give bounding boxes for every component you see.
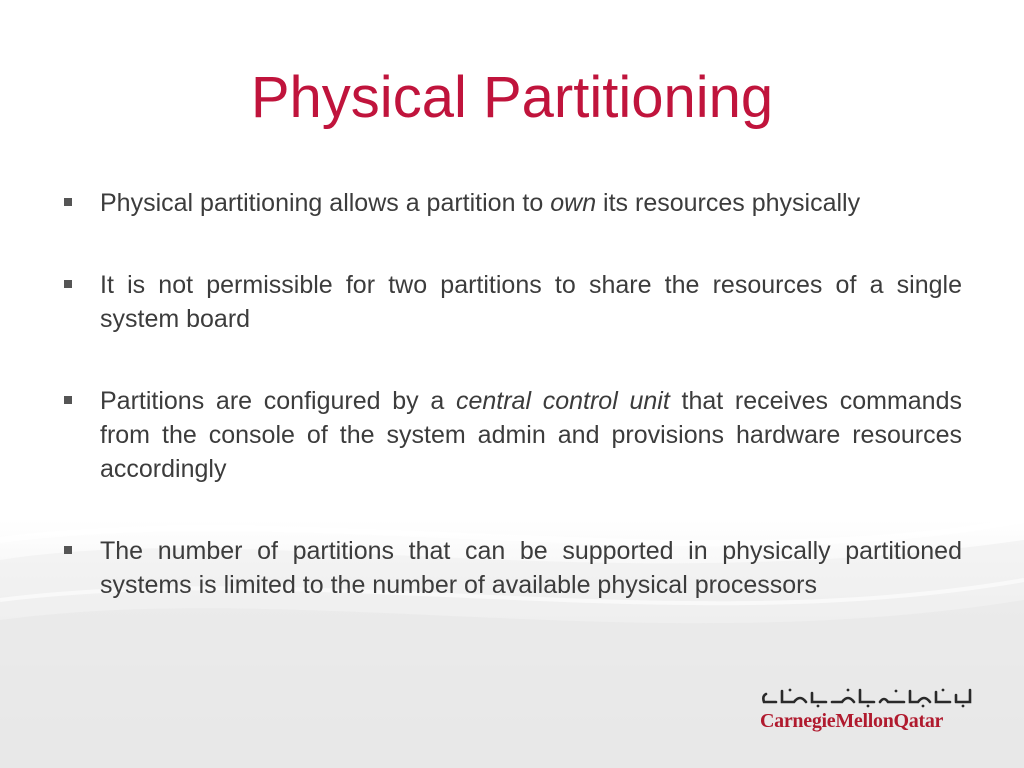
- bullet-text: that receives commands from the console of the system admin and provisions hardware resources accordingly: [100, 387, 962, 483]
- arabic-wordmark-icon: [760, 686, 975, 708]
- bullet-emphasis: central control unit: [455, 387, 670, 415]
- slide-title: Physical Partitioning: [250, 65, 774, 130]
- bullet-text: The number of partitions that can be supported in physically partitioned systems is limited to the number of available physical processors: [100, 537, 962, 599]
- bullet-list: [60, 186, 962, 650]
- bullet-item: [60, 268, 962, 336]
- bullet-text: its resources physically: [596, 189, 861, 217]
- bullet-item: [60, 186, 962, 220]
- bullet-text: Partitions are configured by a: [100, 387, 456, 415]
- bullet-marker-icon: [64, 198, 72, 206]
- cmu-qatar-wordmark: CarnegieMellonQatar: [760, 710, 944, 732]
- bullet-marker-icon: [64, 280, 72, 288]
- bullet-emphasis: own: [550, 189, 597, 217]
- bullet-marker-icon: [64, 546, 72, 554]
- cmu-qatar-logo: [760, 686, 975, 738]
- bullet-text: Physical partitioning allows a partition to: [100, 189, 551, 217]
- bullet-marker-icon: [64, 396, 72, 404]
- bullet-item: [60, 534, 962, 602]
- bullet-text: It is not permissible for two partitions to share the resources of a single system board: [100, 271, 962, 333]
- bullet-item: [60, 384, 962, 486]
